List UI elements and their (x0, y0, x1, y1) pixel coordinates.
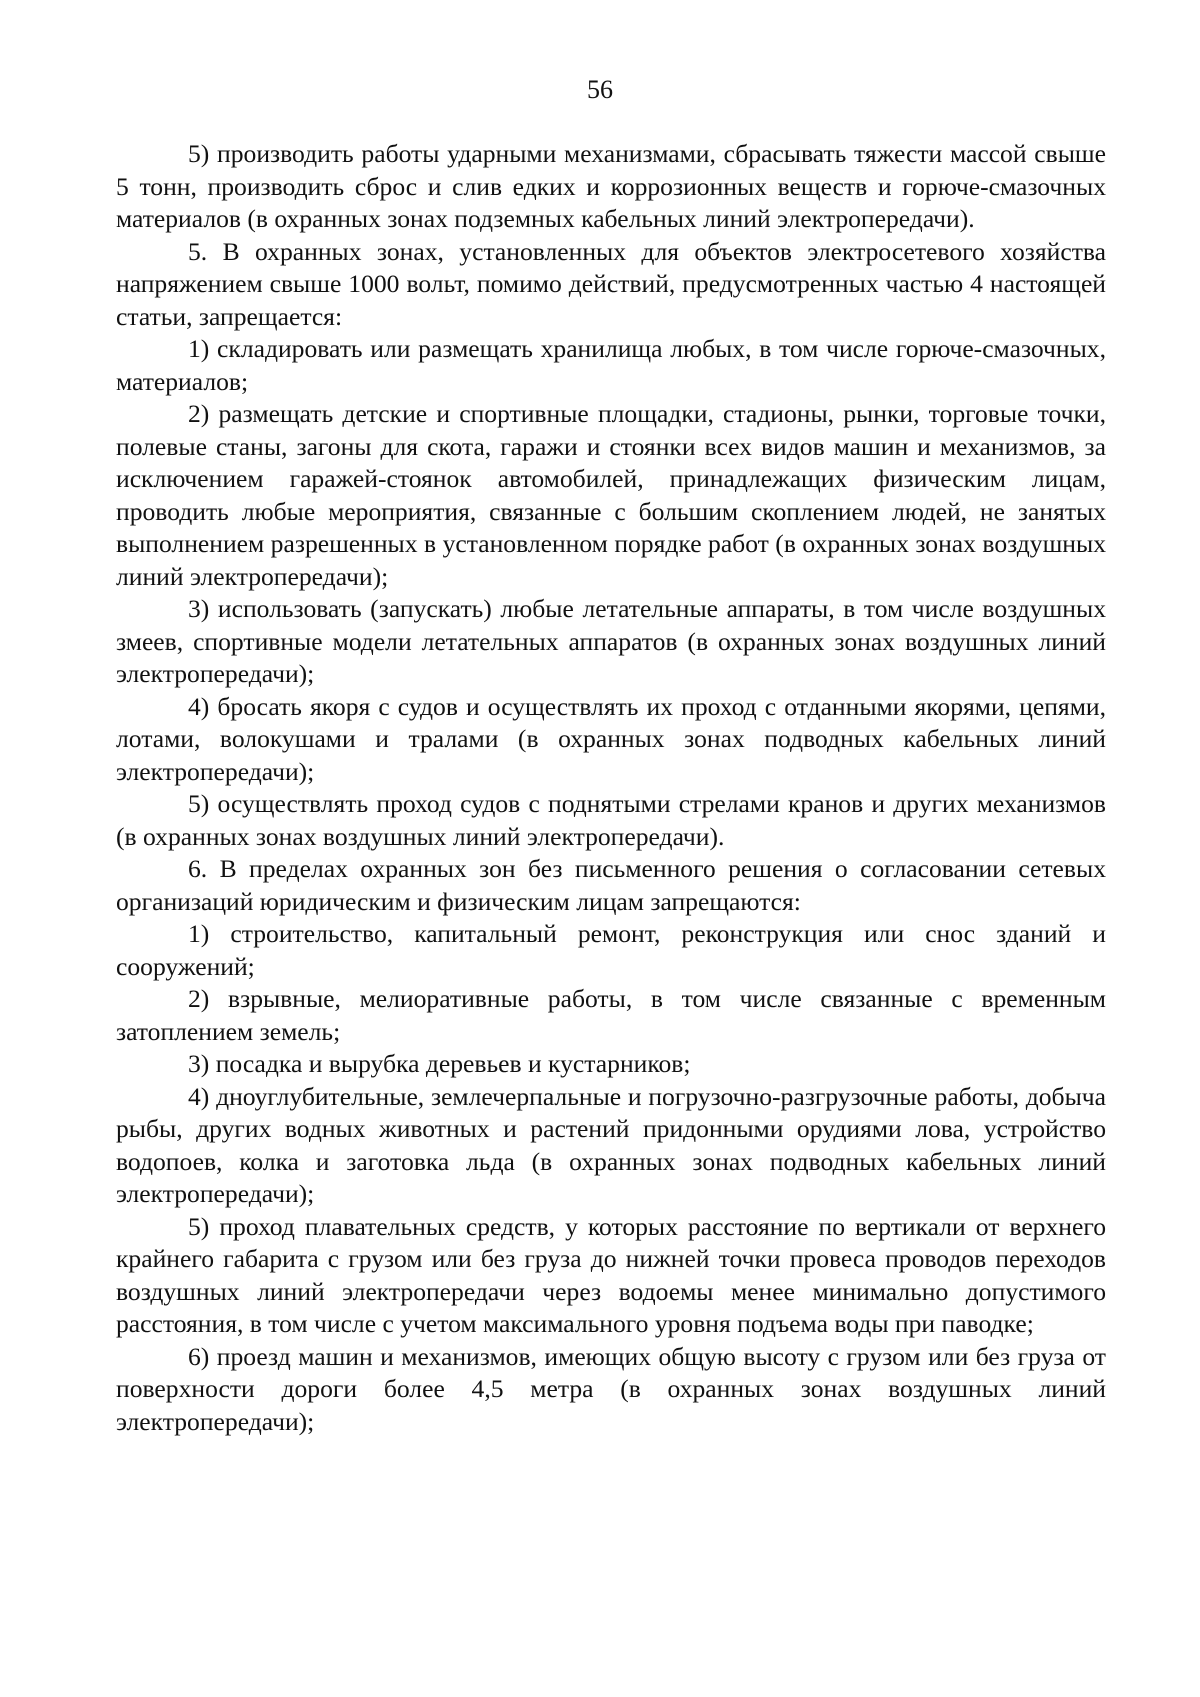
paragraph-part-6: 6. В пределах охранных зон без письменного решения о согласовании сетевых организаций юридическим и физическим лицам запрещаются: (116, 854, 1106, 916)
paragraph-part-5-item-4: 4) бросать якоря с судов и осуществлять их проход с отданными якорями, цепями, лотами, волокушами и тралами (в охранных зонах подводных кабельных линий электропередачи); (116, 691, 1106, 786)
page-number: 56 (587, 75, 613, 104)
paragraph-part-6-item-4: 4) дноуглубительные, землечерпальные и погрузочно-разгрузочные работы, добыча рыбы, других водных животных и растений придонными орудиями лова, устройство водопоев, колка и заготовка льда (в охранных зонах подводных кабельных линий электропередачи); (116, 1081, 1106, 1208)
paragraph-part-6-item-1: 1) строительство, капитальный ремонт, реконструкция или снос зданий и сооружений; (116, 919, 1106, 981)
paragraph-part-5-item-1: 1) складировать или размещать хранилища любых, в том числе горюче-смазочных, материалов; (116, 334, 1106, 396)
paragraph-part-5-item-2: 2) размещать детские и спортивные площадки, стадионы, рынки, торговые точки, полевые станы, загоны для скота, гаражи и стоянки всех видов машин и механизмов, за исключением гаражей-стоянок автомобилей, принадлежащих физическим лицам, проводить любые мероприятия, связанные с большим скоплением людей, не занятых выполнением разрешенных в установленном порядке работ (в охранных зонах воздушных линий электропередачи); (116, 399, 1106, 591)
paragraph-part-6-item-6: 6) проезд машин и механизмов, имеющих общую высоту с грузом или без груза от поверхности дороги более 4,5 метра (в охранных зонах воздушных линий электропередачи); (116, 1341, 1106, 1436)
paragraph-part-6-item-3: 3) посадка и вырубка деревьев и кустарников; (188, 1049, 691, 1078)
paragraph-part-6-item-2: 2) взрывные, мелиоративные работы, в том числе связанные с временным затоплением земель; (116, 984, 1106, 1046)
paragraph-clause-4-5: 5) производить работы ударными механизмами, сбрасывать тяжести массой свыше 5 тонн, производить сброс и слив едких и коррозионных веществ и горюче-смазочных материалов (в охранных зонах подземных кабельных линий электропередачи). (116, 139, 1106, 233)
paragraph-part-5-item-3: 3) использовать (запускать) любые летательные аппараты, в том числе воздушных змеев, спортивные модели летательных аппаратов (в охранных зонах воздушных линий электропередачи); (116, 594, 1106, 688)
paragraph-part-5: 5. В охранных зонах, установленных для объектов электросетевого хозяйства напряжением свыше 1000 вольт, помимо действий, предусмотренных частью 4 настоящей статьи, запрещается: (116, 236, 1106, 331)
paragraph-part-5-item-5: 5) осуществлять проход судов с поднятыми стрелами кранов и других механизмов (в охранных зонах воздушных линий электропередачи). (116, 789, 1106, 851)
paragraph-part-6-item-5: 5) проход плавательных средств, у которых расстояние по вертикали от верхнего крайнего габарита с грузом или без груза до нижней точки провеса проводов переходов воздушных линий электропередачи через водоемы менее минимально допустимого расстояния, в том числе с учетом максимального уровня подъема воды при паводке; (116, 1211, 1106, 1338)
document-body (116, 138, 1106, 1438)
